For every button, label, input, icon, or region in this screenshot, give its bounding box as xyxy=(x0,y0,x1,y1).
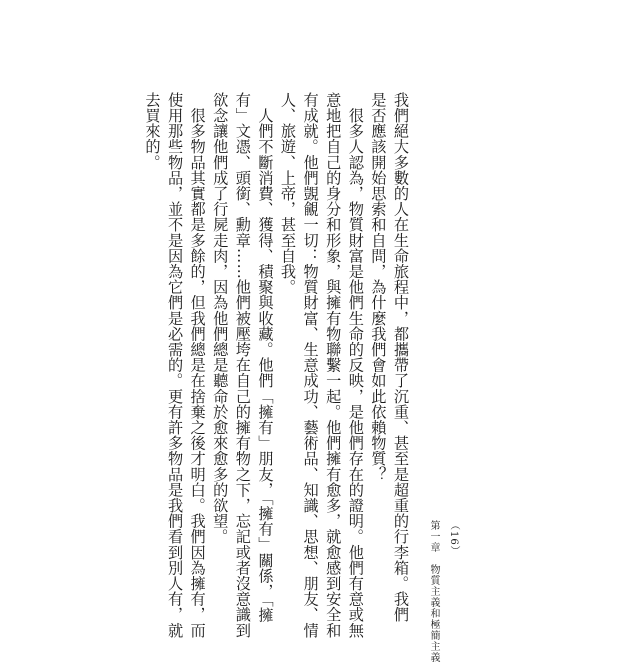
text-line: 人、旅遊、上帝，甚至自我。 xyxy=(279,92,298,295)
text-line: 我們絕大多數的人在生命旅程中，都攜帶了沉重、甚至是超重的行李箱。我們 xyxy=(392,92,410,623)
text-line: 使用那些物品，並不是因為它們是必需的。更有許多物品是我們看到別人有，就 xyxy=(166,92,185,638)
text-line: 很多物品其實都是多餘的，但我們總是在捨棄之後才明白。我們因為擁有，而 xyxy=(188,92,207,638)
text-line: 人們不斷消費、獲得、積聚與收藏。他們「擁有」朋友，「擁有」關係，「擁 xyxy=(256,92,275,623)
text-line: 是否應該開始思索和自問，為什麼我們會如此依賴物質？ xyxy=(369,92,388,482)
text-line: 很多人認為，物質財富是他們生命的反映，是他們存在的證明。他們有意或無 xyxy=(346,92,365,638)
body-text xyxy=(141,92,412,638)
text-line: 欲念讓他們成了行屍走肉，因為他們總是聽命於愈來愈多的欲望。 xyxy=(211,92,230,545)
text-line: 有成就。他們覬覦一切：物質財富、生意成功、藝術品、知識、思想、朋友、情 xyxy=(301,92,320,638)
chapter-title: 第一章 物質主義和極簡主義 xyxy=(428,520,439,663)
text-line: 有」文憑、頭銜、勳章……他們被壓垮在自己的擁有物之下，忘記或者沒意識到 xyxy=(233,92,252,638)
page-footer xyxy=(426,520,460,663)
text-line: 去買來的。 xyxy=(143,92,162,170)
text-line: 意地把自己的身分和形象，與擁有物聯繫一起。他們擁有愈多，就愈感到安全和 xyxy=(324,92,343,638)
page-number: （16） xyxy=(448,520,459,557)
